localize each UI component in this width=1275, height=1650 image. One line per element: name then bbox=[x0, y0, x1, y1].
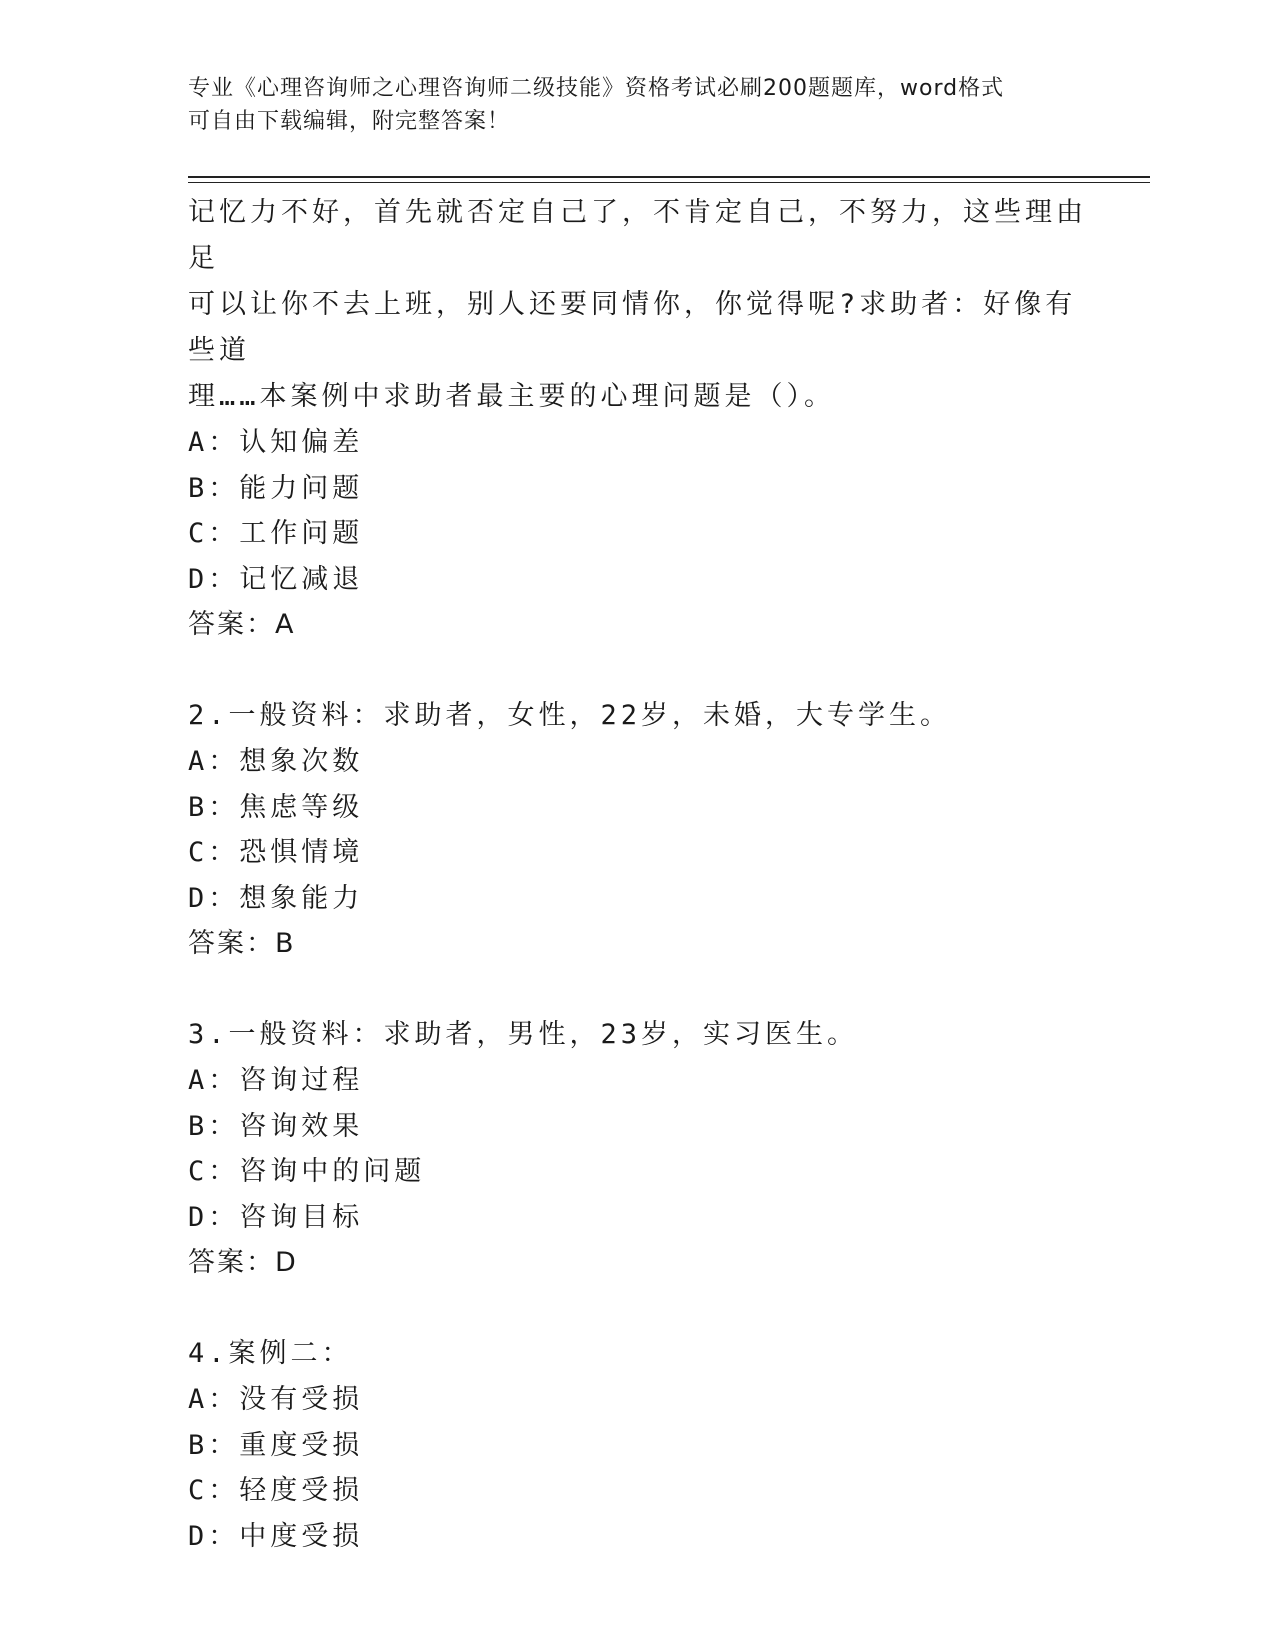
question-1-continuation bbox=[188, 190, 1088, 420]
question-stem: 2.一般资料：求助者，女性，22岁，未婚，大专学生。 bbox=[188, 700, 952, 731]
intro-line: 可以让你不去上班，别人还要同情你，你觉得呢?求助者：好像有些道 bbox=[188, 289, 1077, 366]
question-2 bbox=[188, 693, 1088, 967]
document-header bbox=[188, 72, 1088, 138]
option-b: B：重度受损 bbox=[188, 1429, 364, 1461]
option-c: C：恐惧情境 bbox=[188, 837, 364, 868]
header-divider-thick bbox=[188, 176, 1150, 178]
option-a: A：咨询过程 bbox=[188, 1065, 364, 1096]
option-c: C：工作问题 bbox=[188, 518, 364, 549]
option-d: D：咨询目标 bbox=[188, 1201, 364, 1233]
intro-line: 理……本案例中求助者最主要的心理问题是（）。 bbox=[188, 381, 836, 412]
question-1-options bbox=[188, 420, 1088, 602]
option-b: B：能力问题 bbox=[188, 472, 364, 504]
intro-line: 记忆力不好，首先就否定自己了，不肯定自己，不努力，这些理由足 bbox=[188, 197, 1087, 274]
option-c: C：轻度受损 bbox=[188, 1475, 364, 1506]
header-line-1: 专业《心理咨询师之心理咨询师二级技能》资格考试必刷200题题库，word格式 bbox=[188, 76, 1005, 101]
option-d: D：中度受损 bbox=[188, 1520, 364, 1552]
question-content bbox=[188, 190, 1088, 1559]
question-answer: 答案：D bbox=[188, 1247, 298, 1278]
option-c: C：咨询中的问题 bbox=[188, 1156, 426, 1187]
option-b: B：焦虑等级 bbox=[188, 791, 364, 823]
header-line-2: 可自由下载编辑，附完整答案！ bbox=[188, 109, 511, 134]
option-d: D：记忆减退 bbox=[188, 563, 364, 595]
option-a: A：没有受损 bbox=[188, 1384, 364, 1415]
option-a: A：认知偏差 bbox=[188, 427, 364, 458]
header-divider-thin bbox=[188, 182, 1150, 183]
option-a: A：想象次数 bbox=[188, 746, 364, 777]
question-stem: 4.案例二： bbox=[188, 1338, 353, 1369]
question-4 bbox=[188, 1331, 1088, 1559]
option-d: D：想象能力 bbox=[188, 882, 364, 914]
question-3 bbox=[188, 1012, 1088, 1286]
question-stem: 3.一般资料：求助者，男性，23岁，实习医生。 bbox=[188, 1019, 859, 1050]
question-answer: 答案：B bbox=[188, 928, 296, 959]
option-b: B：咨询效果 bbox=[188, 1110, 364, 1142]
question-1-answer: 答案：A bbox=[188, 609, 296, 640]
